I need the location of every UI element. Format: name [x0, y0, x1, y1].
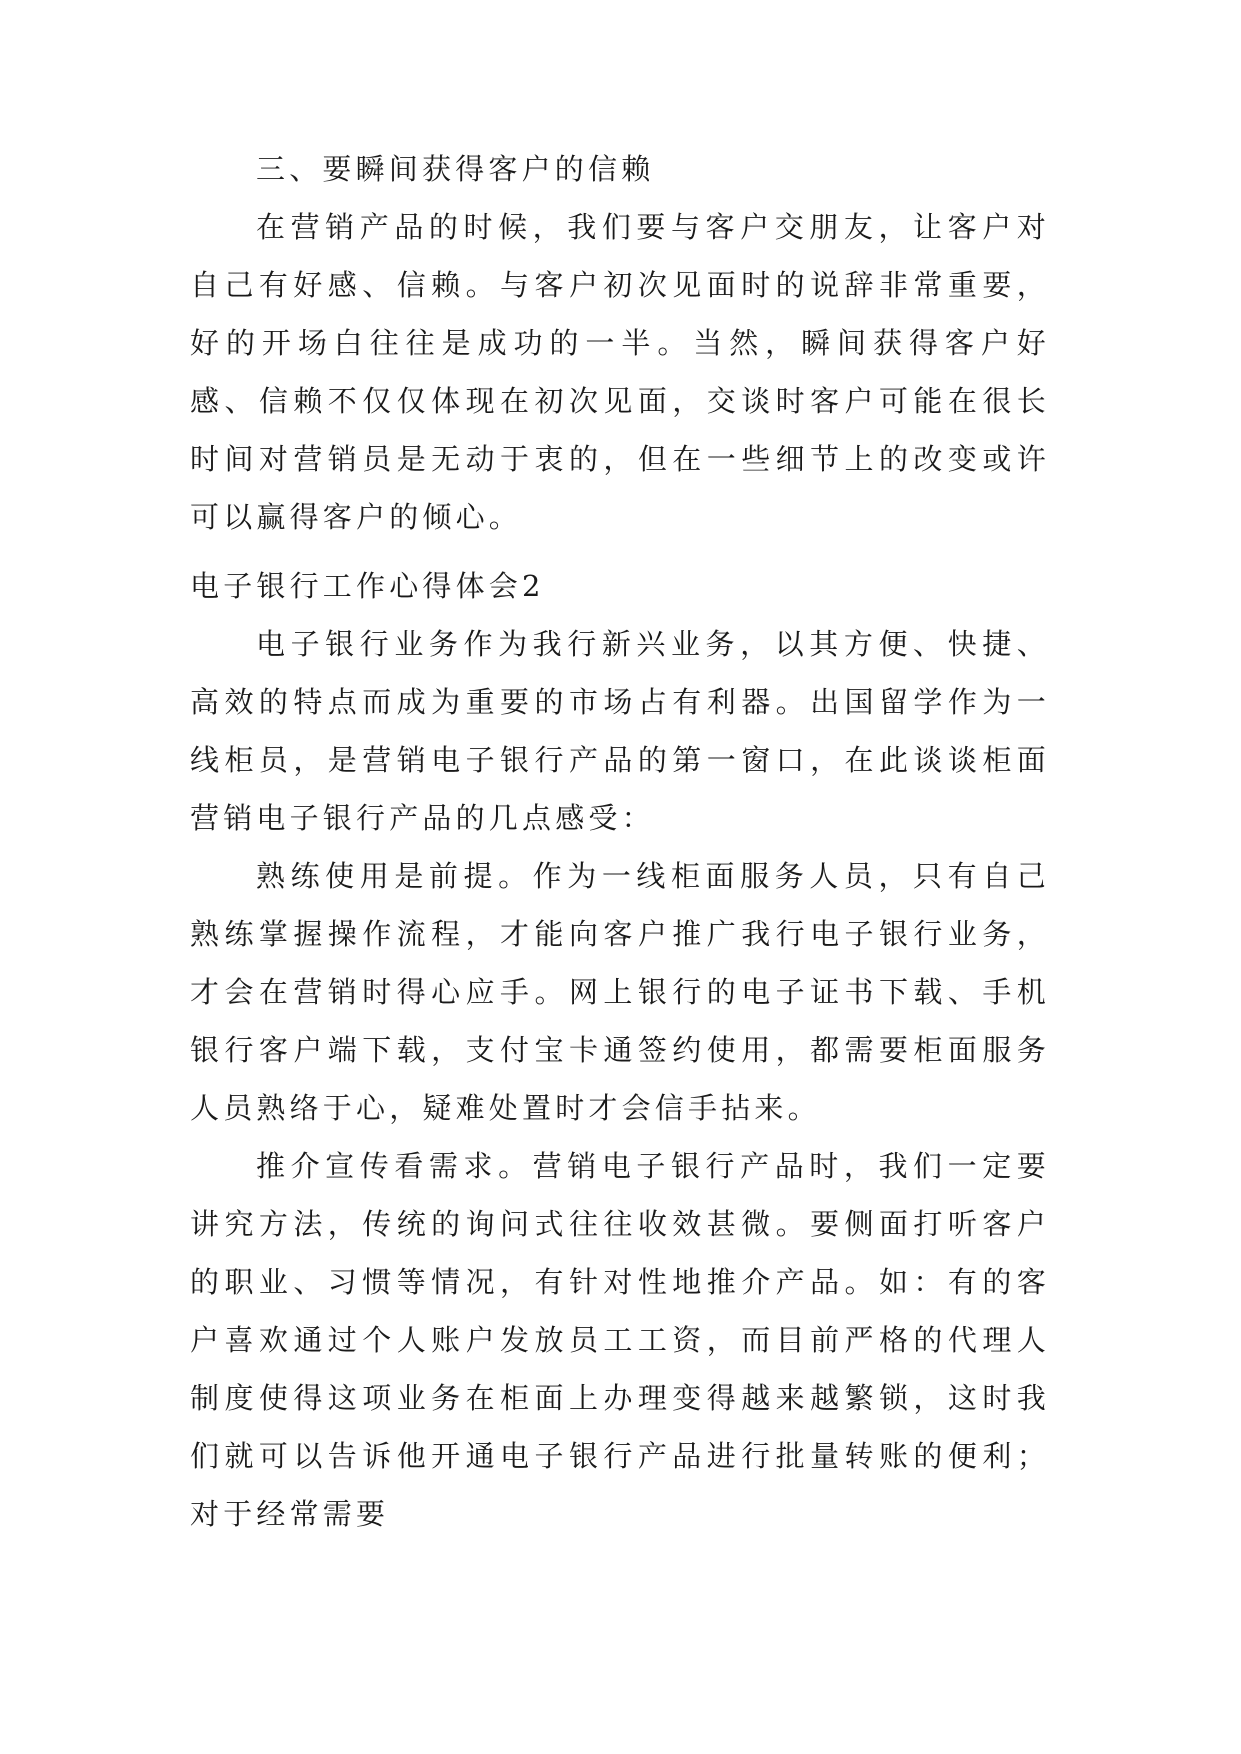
section-2 [190, 557, 1050, 1543]
document-title: 电子银行工作心得体会2 [190, 569, 545, 603]
body-paragraph: 电子银行业务作为我行新兴业务，以其方便、快捷、高效的特点而成为重要的市场占有利器。出国留学作为一线柜员，是营销电子银行产品的第一窗口，在此谈谈柜面营销电子银行产品的几点感受： [190, 627, 1050, 835]
body-paragraph: 熟练使用是前提。作为一线柜面服务人员，只有自己熟练掌握操作流程，才能向客户推广我行电子银行业务，才会在营销时得心应手。网上银行的电子证书下载、手机银行客户端下载，支付宝卡通签约使用，都需要柜面服务人员熟络于心，疑难处置时才会信手拈来。 [190, 859, 1050, 1125]
body-paragraph: 在营销产品的时候，我们要与客户交朋友，让客户对自己有好感、信赖。与客户初次见面时的说辞非常重要，好的开场白往往是成功的一半。当然，瞬间获得客户好感、信赖不仅仅体现在初次见面，交谈时客户可能在很长时间对营销员是无动于衷的，但在一些细节上的改变或许可以赢得客户的倾心。 [190, 210, 1050, 534]
section-1 [190, 140, 1050, 546]
body-paragraph: 推介宣传看需求。营销电子银行产品时，我们一定要讲究方法，传统的询问式往往收效甚微。要侧面打听客户的职业、习惯等情况，有针对性地推介产品。如：有的客户喜欢通过个人账户发放员工工资，而目前严格的代理人制度使得这项业务在柜面上办理变得越来越繁锁，这时我们就可以告诉他开通电子银行产品进行批量转账的便利；对于经常需要 [190, 1149, 1050, 1531]
section-heading: 三、要瞬间获得客户的信赖 [256, 152, 655, 186]
